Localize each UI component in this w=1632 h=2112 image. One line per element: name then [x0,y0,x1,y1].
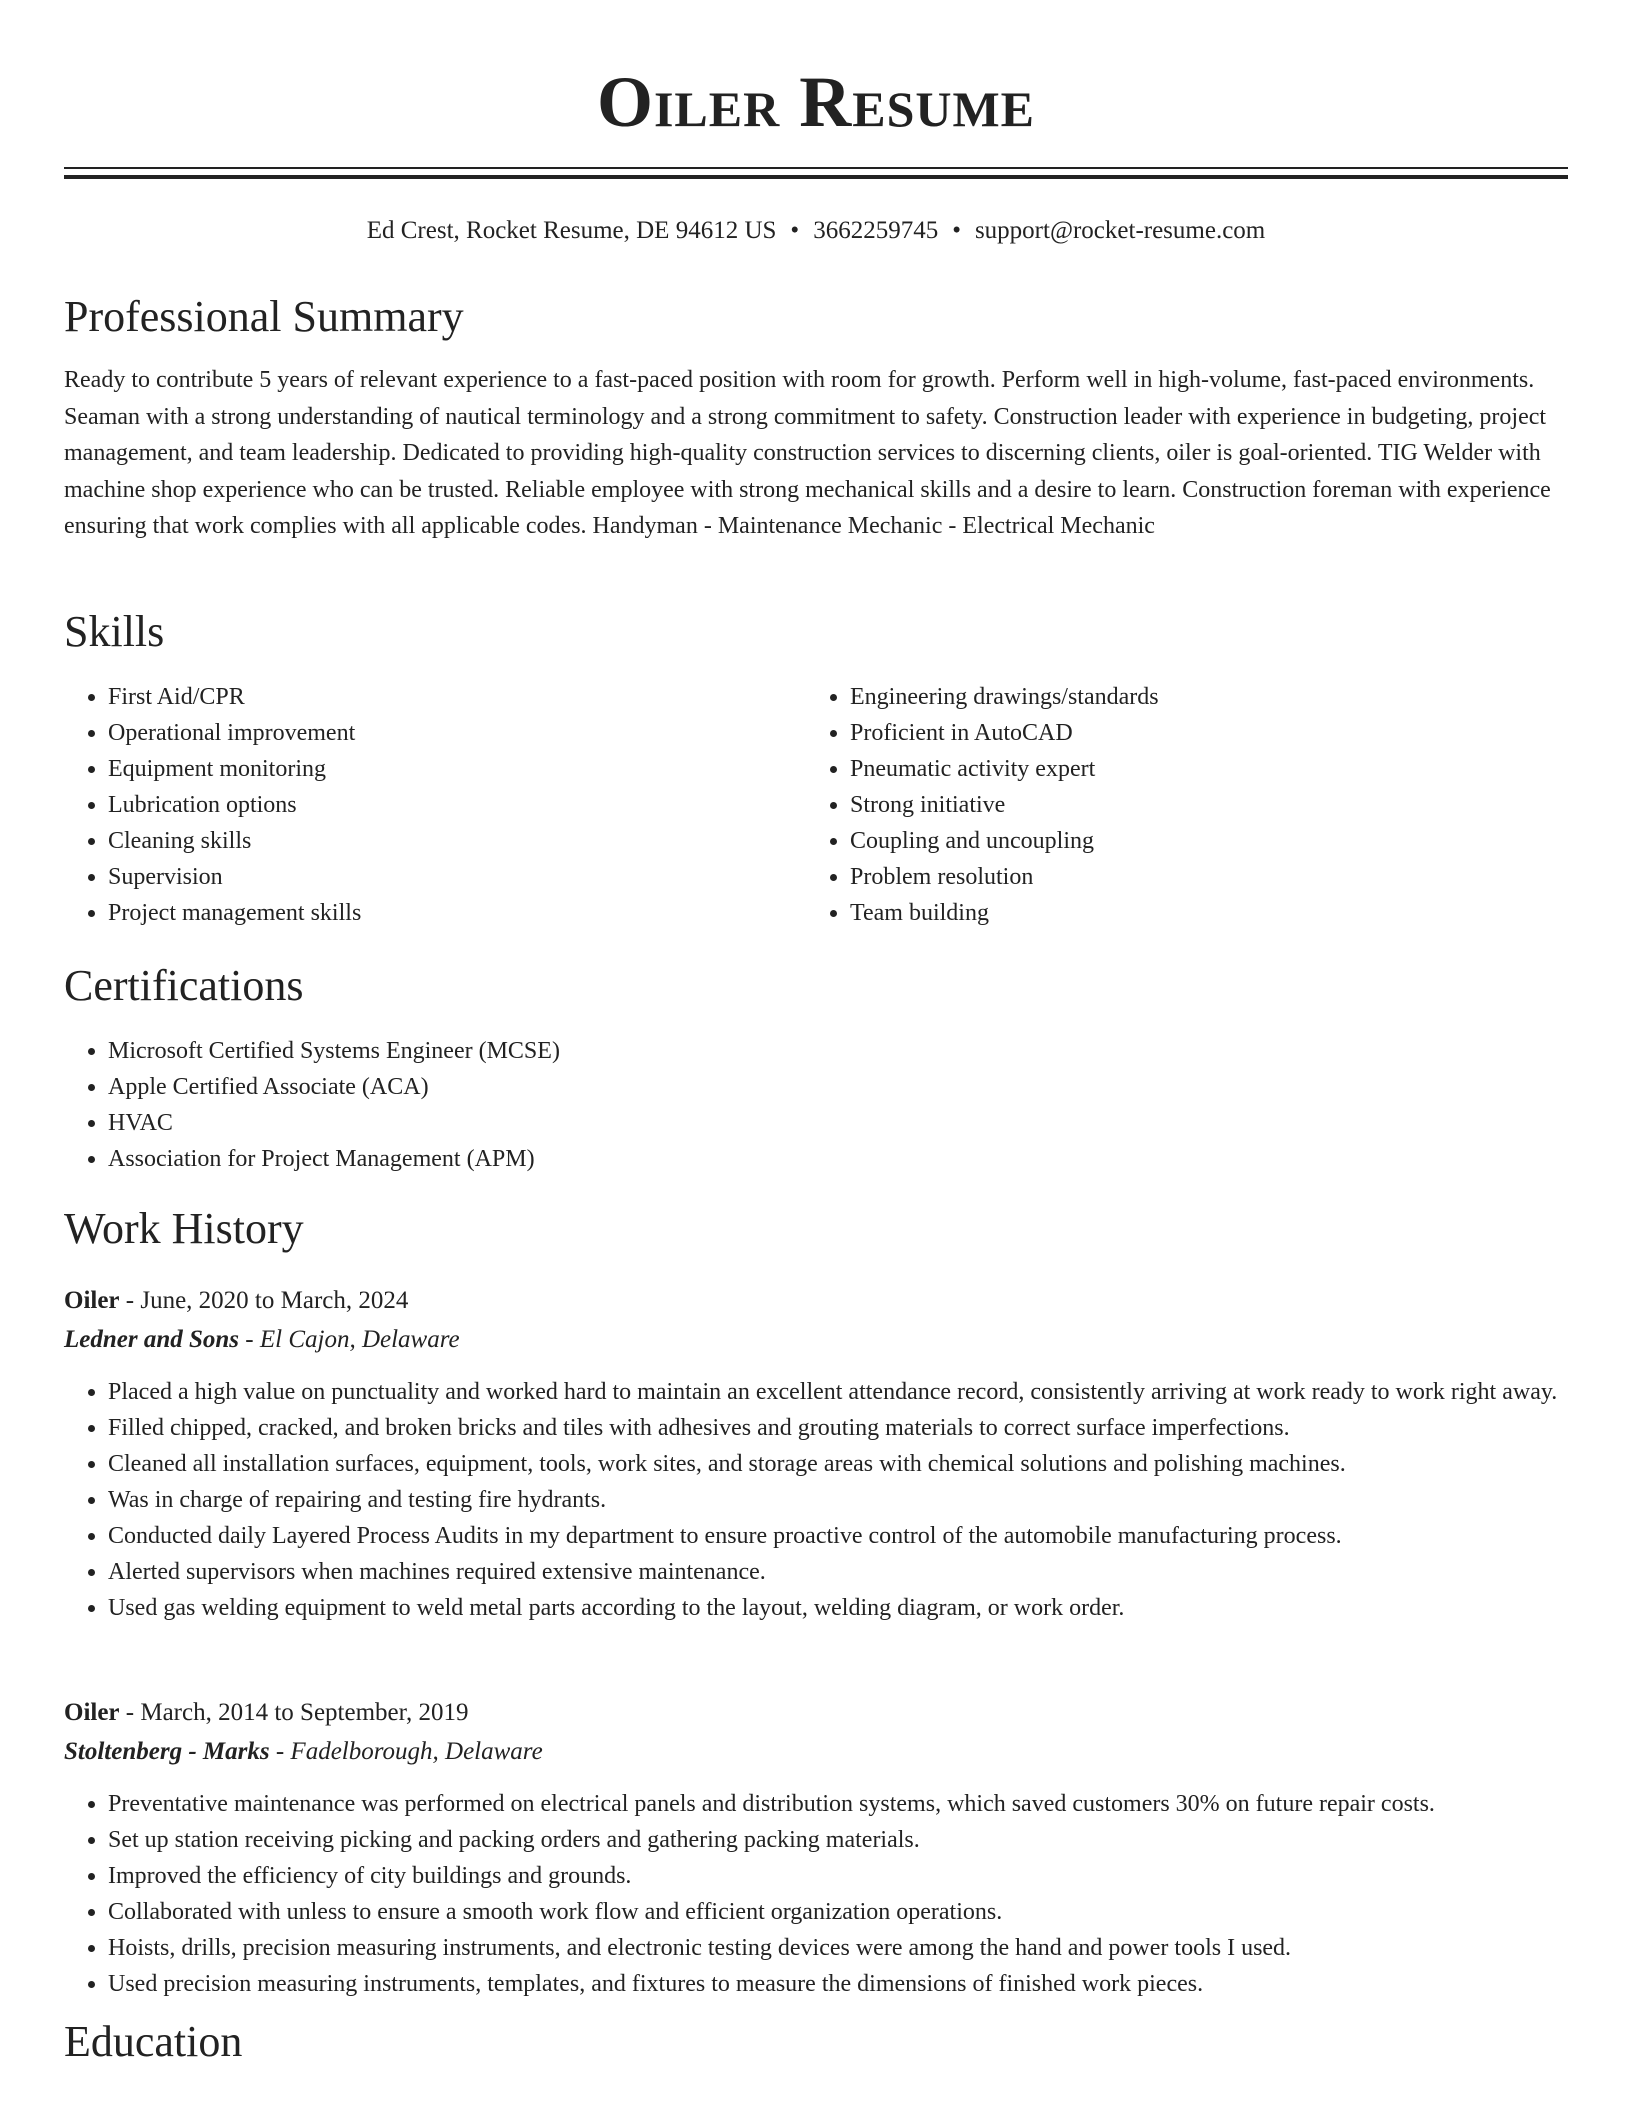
resume-title: Oiler Resume [596,62,1036,142]
contact-email: support@rocket-resume.com [974,217,1266,244]
certification-item: • Association for Project Management (APM) [108,1141,1568,1177]
job-bullet: • Placed a high value on punctuality and worked hard to maintain an excellent attendance record, consistently arriving at work ready to work right away. [108,1374,1568,1410]
skill-item: • Problem resolution [850,859,1550,895]
job-company-line [64,1733,1568,1771]
job-bullet: • Conducted daily Layered Process Audits in my department to ensure proactive control of the automobile manufacturing process. [108,1518,1568,1554]
job-bullet: • Set up station receiving picking and packing orders and gathering packing materials. [108,1822,1568,1858]
job-bullet: • Improved the efficiency of city buildings and grounds. [108,1858,1568,1894]
summary-text: Ready to contribute 5 years of relevant experience to a fast-paced position with room for growth. Perform well in high-volume, fast-paced environments. Seaman with a strong understanding of nautical terminology and a strong commitment to safety. Construction leader with experience in budgeting, project management, and team leadership. Dedicated to providing high-quality construction services to discerning clients, oiler is goal-oriented. TIG Welder with machine shop experience who can be trusted. Reliable employee with strong mechanical skills and a desire to learn. Construction foreman with experience ensuring that work complies with all applicable codes. Handyman - Maintenance Mechanic - Electrical Mechanic [64,367,1551,539]
job-company: Stoltenberg - Marks [64,1738,270,1765]
job-bullets [64,1374,1568,1626]
job-title: Oiler [64,1287,120,1314]
job-title: Oiler [64,1699,120,1726]
job-bullet: • Collaborated with unless to ensure a smooth work flow and efficient organization operations. [108,1894,1568,1930]
skills-heading: Skills [64,607,165,656]
skill-item: • Operational improvement [108,715,808,751]
job-bullet: • Used precision measuring instruments, templates, and fixtures to measure the dimensions of finished work pieces. [108,1966,1568,2002]
summary-heading: Professional Summary [64,292,464,341]
job-title-line [64,1282,1568,1320]
contact-phone: 3662259745 [813,217,939,244]
skill-item: • Supervision [108,859,808,895]
certifications-list [64,1033,1568,1177]
skill-item: • Strong initiative [850,787,1550,823]
skill-item: • Cleaning skills [108,823,808,859]
job-title-line [64,1694,1568,1732]
job-bullet: • Alerted supervisors when machines required extensive maintenance. [108,1554,1568,1590]
skill-item: • Equipment monitoring [108,751,808,787]
skill-item: • Coupling and uncoupling [850,823,1550,859]
job-company: Ledner and Sons [64,1326,240,1353]
skills-list-right [806,679,1550,931]
skill-item: • Team building [850,895,1550,931]
skill-item: • Engineering drawings/standards [850,679,1550,715]
job-bullet: • Cleaned all installation surfaces, equipment, tools, work sites, and storage areas with chemical solutions and polishing machines. [108,1446,1568,1482]
certification-item: • HVAC [108,1105,1568,1141]
contact-line [64,214,1568,248]
job-location: - Fadelborough, Delaware [269,1738,543,1765]
skill-item: • Proficient in AutoCAD [850,715,1550,751]
contact-separator: • [790,217,800,244]
job-location: - El Cajon, Delaware [239,1326,460,1353]
work-history-heading: Work History [64,1204,304,1253]
job-bullet: • Was in charge of repairing and testing fire hydrants. [108,1482,1568,1518]
certification-item: • Apple Certified Associate (ACA) [108,1069,1568,1105]
job-bullet: • Preventative maintenance was performed on electrical panels and distribution systems, which saved customers 30% on future repair costs. [108,1786,1568,1822]
job-company-line [64,1321,1568,1359]
job-dates: - March, 2014 to September, 2019 [119,1699,469,1726]
title-divider-thin [64,167,1568,169]
contact-separator: • [952,217,961,244]
contact-address: Ed Crest, Rocket Resume, DE 94612 US [366,217,777,244]
skill-item: • Pneumatic activity expert [850,751,1550,787]
title-divider-thick [64,175,1568,179]
skills-list-left [64,679,808,931]
education-heading: Education [64,2017,243,2066]
job-bullet: • Hoists, drills, precision measuring instruments, and electronic testing devices were among the hand and power tools I used. [108,1930,1568,1966]
skill-item: • First Aid/CPR [108,679,808,715]
certifications-heading: Certifications [64,961,304,1010]
skill-item: • Lubrication options [108,787,808,823]
job-dates: - June, 2020 to March, 2024 [119,1287,409,1314]
skill-item: • Project management skills [108,895,808,931]
job-bullets [64,1786,1568,2002]
job-bullet: • Used gas welding equipment to weld metal parts according to the layout, welding diagram, or work order. [108,1590,1568,1626]
job-bullet: • Filled chipped, cracked, and broken bricks and tiles with adhesives and grouting materials to correct surface imperfections. [108,1410,1568,1446]
certification-item: • Microsoft Certified Systems Engineer (MCSE) [108,1033,1568,1069]
